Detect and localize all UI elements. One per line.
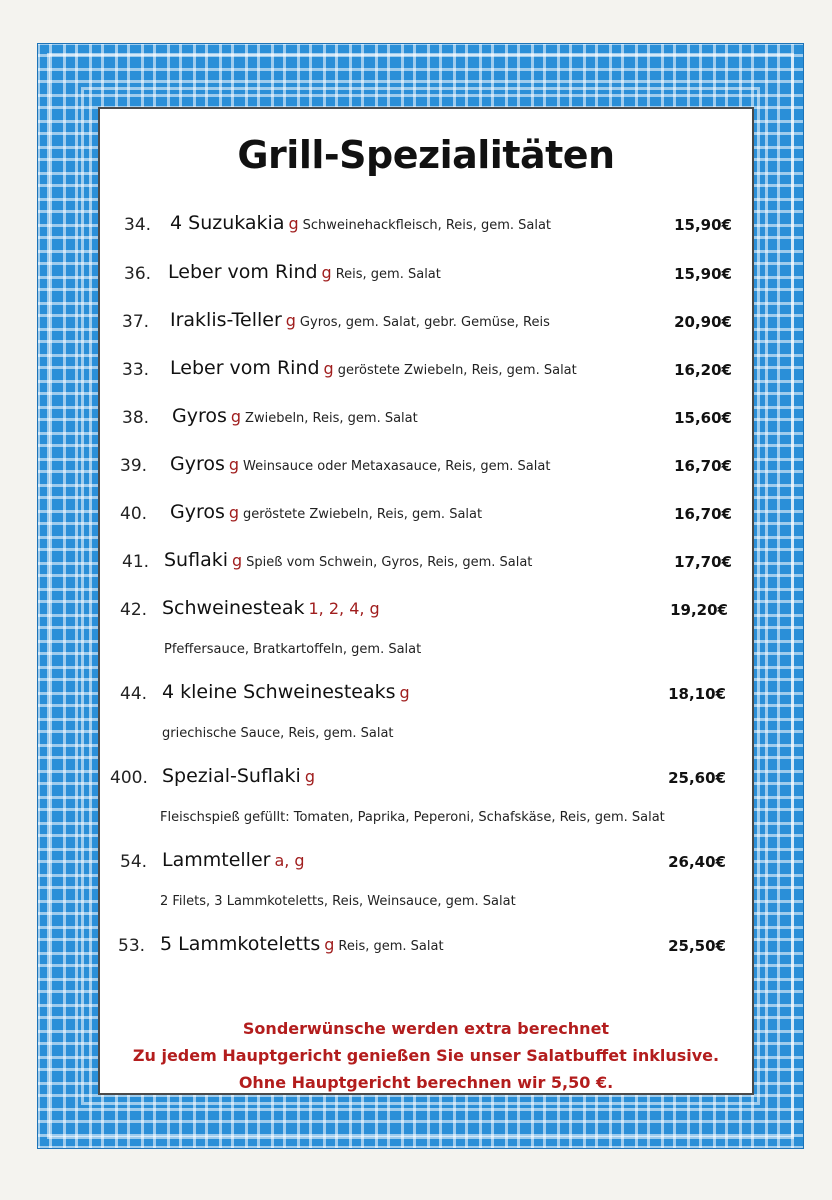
item-description: geröstete Zwiebeln, Reis, gem. Salat [243,507,483,522]
item-name: Lammteller [162,849,271,871]
page-title: Grill-Spezialitäten [237,133,615,177]
item-number: 44. [120,684,148,704]
item-name: Spezial-Suflaki [162,765,301,787]
item-number: 34. [124,215,152,235]
item-allergen: g [324,935,335,954]
item-number: 36. [124,264,152,284]
item-price: 20,90€ [674,313,732,331]
item-allergen: a, g [274,851,305,870]
item-price: 17,70€ [674,553,732,571]
item-price: 16,70€ [674,505,732,523]
item-price: 25,50€ [668,937,726,955]
item-name-line [160,933,444,955]
item-price: 16,20€ [674,361,732,379]
item-price: 19,20€ [670,601,728,619]
item-number: 54. [120,852,148,872]
item-description: Reis, gem. Salat [338,939,444,954]
item-number: 38. [122,408,150,428]
item-name: Gyros [170,453,225,475]
item-name: Iraklis-Teller [170,309,282,331]
item-price: 16,70€ [674,457,732,475]
item-allergen: 1, 2, 4, g [308,599,380,618]
note-line: Ohne Hauptgericht berechnen wir 5,50 €. [238,1073,614,1092]
item-description: Spieß vom Schwein, Gyros, Reis, gem. Salat [246,555,533,570]
item-description: geröstete Zwiebeln, Reis, gem. Salat [337,363,577,378]
item-allergen: g [321,263,332,282]
menu-panel [98,107,754,1095]
item-number: 40. [120,504,148,524]
item-name: Gyros [170,501,225,523]
item-description: Zwiebeln, Reis, gem. Salat [245,411,418,426]
item-number: 42. [120,600,148,620]
item-price: 18,10€ [668,685,726,703]
note-line: Sonderwünsche werden extra berechnet [242,1019,610,1038]
item-number: 41. [122,552,150,572]
item-allergen: g [228,503,240,522]
item-description: Weinsauce oder Metaxasauce, Reis, gem. Salat [243,459,551,474]
item-name: 5 Lammkoteletts [160,933,321,955]
item-description: griechische Sauce, Reis, gem. Salat [162,726,394,741]
item-allergen: g [288,214,299,233]
item-name-line [170,212,551,234]
item-name-line [170,357,577,379]
item-price: 15,90€ [674,265,732,283]
item-description: Pfeffersauce, Bratkartoffeln, gem. Salat [164,642,422,657]
item-name-line [162,765,315,787]
item-allergen: g [323,359,334,378]
item-name-line [170,453,550,475]
item-number: 400. [110,768,148,788]
item-name: Gyros [172,405,227,427]
item-name-line [172,405,418,427]
item-price: 26,40€ [668,853,726,871]
item-description: Schweinehackfleisch, Reis, gem. Salat [302,218,552,233]
item-name-line [162,597,380,619]
item-allergen: g [304,767,315,786]
item-name: Suflaki [164,549,228,571]
item-name: Leber vom Rind [170,357,320,379]
item-name: 4 kleine Schweinesteaks [162,681,396,703]
item-name-line [162,681,410,703]
item-name-line [164,549,532,571]
item-name: Schweinesteak [162,597,305,619]
item-description: Reis, gem. Salat [335,267,441,282]
item-number: 39. [120,456,148,476]
item-name: Leber vom Rind [168,261,318,283]
item-name-line [170,309,550,331]
item-name-line [170,501,482,523]
item-allergen: g [230,407,242,426]
note-line: Zu jedem Hauptgericht genießen Sie unser Salatbuffet inklusive. [132,1046,720,1065]
menu-notes [100,1015,752,1096]
item-name-line [162,849,305,871]
item-name-line [168,261,441,283]
item-name: 4 Suzukakia [170,212,285,234]
item-description: Gyros, gem. Salat, gebr. Gemüse, Reis [299,315,550,330]
item-price: 15,60€ [674,409,732,427]
item-price: 15,90€ [674,216,732,234]
item-number: 37. [122,312,150,332]
item-allergen: g [232,551,243,570]
item-number: 33. [122,360,150,380]
item-description: 2 Filets, 3 Lammkoteletts, Reis, Weinsauce, gem. Salat [160,894,516,909]
item-number: 53. [118,936,146,956]
item-allergen: g [285,311,296,330]
item-allergen: g [399,683,410,702]
item-price: 25,60€ [668,769,726,787]
item-allergen: g [228,455,240,474]
item-description: Fleischspieß gefüllt: Tomaten, Paprika, Peperoni, Schafskäse, Reis, gem. Salat [160,810,665,825]
